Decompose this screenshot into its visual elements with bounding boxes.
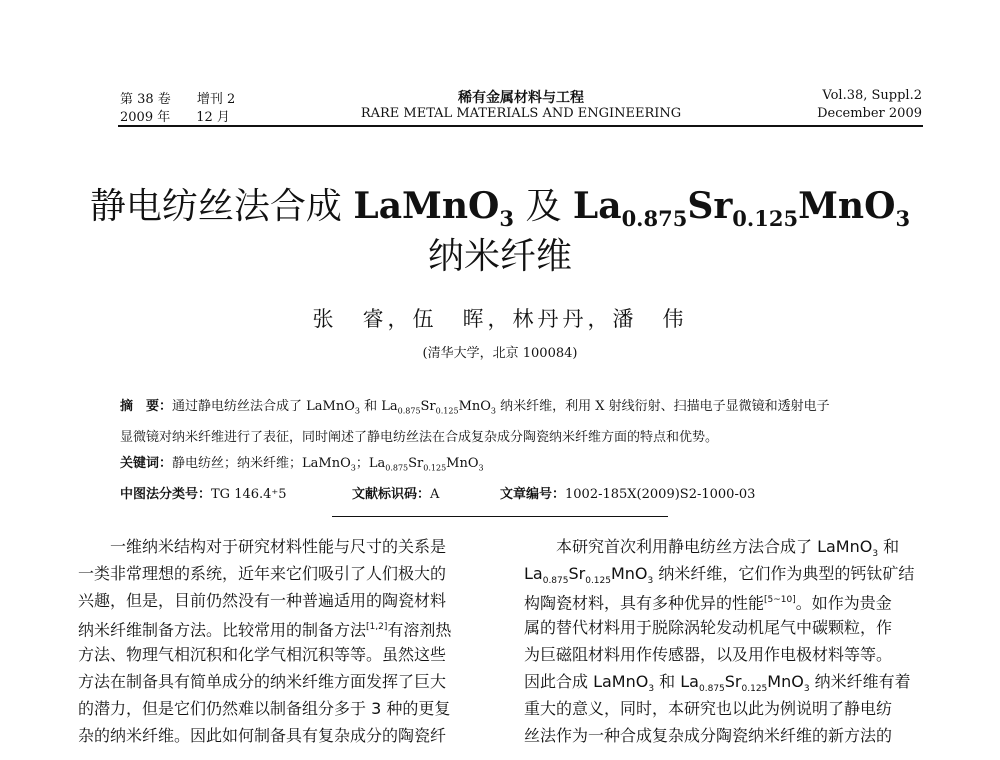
doc-value: A xyxy=(430,487,440,502)
title-formula: La xyxy=(572,185,622,227)
keywords-sub: 0.875 xyxy=(385,463,409,473)
body-text: 纳米纤维有着 xyxy=(809,672,911,691)
article-title xyxy=(0,184,1000,279)
body-line: 一维纳米结构对于研究材料性能与尺寸的关系是 xyxy=(110,537,447,556)
body-line: 丝法作为一种合成复杂成分陶瓷纳米纤维的新方法的 xyxy=(524,726,893,745)
body-sub: 3 xyxy=(647,576,654,587)
year-label: 2009 年 xyxy=(120,110,171,125)
volume-label: 第 38 卷 xyxy=(120,92,171,107)
abstract-text: 通过静电纺丝法合成了 LaMnO xyxy=(172,399,355,414)
title-text: 及 xyxy=(514,186,573,227)
body-sub: 0.125 xyxy=(741,684,768,695)
affiliation: (清华大学，北京 100084) xyxy=(422,346,578,361)
abstract xyxy=(120,394,920,481)
body-sub: 0.125 xyxy=(585,576,611,587)
abstract-label: 摘 要： xyxy=(120,399,173,414)
abstract-line-1 xyxy=(120,394,920,425)
body-column-left xyxy=(78,533,466,749)
journal-name-en: RARE METAL MATERIALS AND ENGINEERING xyxy=(360,106,682,121)
body-sub: 0.875 xyxy=(699,684,725,695)
body-text: MnO xyxy=(767,672,804,691)
body-line xyxy=(524,533,912,560)
clc-label: 中图法分类号： xyxy=(120,487,212,502)
section-divider xyxy=(332,516,668,517)
body-text: Sr xyxy=(724,672,742,691)
title-sub: 0.125 xyxy=(732,206,799,231)
body-text: 本研究首次利用静电纺丝方法合成了 LaMnO xyxy=(556,537,873,556)
keywords-text: 静电纺丝；纳米纤维；LaMnO xyxy=(172,455,351,471)
keywords-sub: 3 xyxy=(478,463,484,473)
abstract-text: 纳米纤维，利用 X 射线衍射、扫描电子显微镜和透射电子 xyxy=(496,399,830,414)
body-line: 方法、物理气相沉积和化学气相沉积等等。虽然这些 xyxy=(78,645,447,664)
date-en: December 2009 xyxy=(817,106,922,121)
abstract-sub: 3 xyxy=(354,406,360,416)
title-sub: 3 xyxy=(895,206,911,231)
body-text: MnO xyxy=(610,564,648,583)
body-column-right xyxy=(524,533,915,749)
body-line xyxy=(78,614,466,641)
abstract-text: MnO xyxy=(458,399,491,414)
body-sub: 3 xyxy=(872,549,879,560)
body-line: 杂的纳米纤维。因此如何制备具有复杂成分的陶瓷纤 xyxy=(78,726,447,745)
citation: [1,2] xyxy=(366,622,388,632)
classification-line xyxy=(120,483,920,503)
title-text: 静电纺丝法合成 xyxy=(89,186,354,227)
body-text: Sr xyxy=(568,564,586,583)
abstract-sub: 3 xyxy=(490,406,496,416)
body-sub: 3 xyxy=(648,684,655,695)
article-number xyxy=(500,483,755,502)
volume-en: Vol.38, Suppl.2 xyxy=(822,88,922,103)
body-sub: 0.875 xyxy=(542,576,569,587)
clc-value: TG 146.4⁺5 xyxy=(211,487,287,502)
abstract-sub: 0.125 xyxy=(435,406,459,416)
document-code xyxy=(352,483,439,502)
body-sub: 3 xyxy=(803,684,810,695)
abstract-line-2: 显微镜对纳米纤维进行了表征，同时阐述了静电纺丝法在合成复杂成分陶瓷纳米纤维方面的特点和优势。 xyxy=(120,429,719,445)
body-line xyxy=(524,668,912,695)
body-text: 和 La xyxy=(654,672,699,691)
body-line xyxy=(524,560,915,587)
body-line: 兴趣，但是，目前仍然没有一种普遍适用的陶瓷材料 xyxy=(78,591,447,610)
issue-label: 增刊 2 xyxy=(196,92,236,107)
title-formula: MnO xyxy=(798,185,896,227)
abstract-text: Sr xyxy=(420,399,436,414)
title-line-2: 纳米纤维 xyxy=(427,236,572,277)
art-label: 文章编号： xyxy=(500,487,566,502)
keywords-label: 关键词： xyxy=(120,455,173,471)
body-line: 属的替代材料用于脱除涡轮发动机尾气中碳颗粒，作 xyxy=(524,618,893,637)
month-label: 12 月 xyxy=(196,110,230,125)
title-formula: Sr xyxy=(687,185,733,227)
keywords-sub: 0.125 xyxy=(423,463,447,473)
body-text: 。如作为贵金 xyxy=(795,593,892,613)
body-line: 方法在制备具有简单成分的纳米纤维方面发挥了巨大 xyxy=(78,672,447,691)
art-value: 1002-185X(2009)S2-1000-03 xyxy=(565,487,756,502)
title-sub: 3 xyxy=(499,206,515,231)
citation: [5~10] xyxy=(764,595,796,605)
body-line: 一类非常理想的系统，近年来它们吸引了人们极大的 xyxy=(78,564,447,583)
body-text: 构陶瓷材料，具有多种优异的性能 xyxy=(524,593,765,613)
body-line xyxy=(524,587,912,614)
body-line: 的潜力，但是它们仍然难以制备组分多于 3 种的更复 xyxy=(78,699,451,718)
body-line: 重大的意义，同时，本研究也以此为例说明了静电纺 xyxy=(524,699,893,718)
journal-name-zh: 稀有金属材料与工程 xyxy=(458,90,584,106)
body-text: 纳米纤维制备方法。比较常用的制备方法 xyxy=(78,620,367,640)
doc-label: 文献标识码： xyxy=(352,487,431,502)
body-text: 纳米纤维，它们作为典型的钙钛矿结 xyxy=(653,564,915,583)
keywords-text: ；La xyxy=(355,455,386,471)
body-text: 因此合成 LaMnO xyxy=(524,672,649,691)
authors: 张 睿，伍 晖，林丹丹，潘 伟 xyxy=(312,307,688,331)
abstract-text: 和 La xyxy=(359,399,398,414)
clc-number xyxy=(120,483,287,502)
journal-header xyxy=(120,88,922,128)
body-text: 和 xyxy=(878,537,900,556)
keywords-text: Sr xyxy=(408,455,424,471)
keywords-text: MnO xyxy=(446,455,479,471)
body-text: La xyxy=(524,564,543,583)
body-line: 为巨磁阻材料用作传感器，以及用作电极材料等等。 xyxy=(524,645,893,664)
title-sub: 0.875 xyxy=(621,206,688,231)
keywords-sub: 3 xyxy=(350,463,356,473)
title-formula: LaMnO xyxy=(353,185,500,227)
keywords xyxy=(120,451,920,482)
body-text: 有溶剂热 xyxy=(387,620,452,640)
header-rule xyxy=(118,125,923,127)
abstract-sub: 0.875 xyxy=(397,406,421,416)
